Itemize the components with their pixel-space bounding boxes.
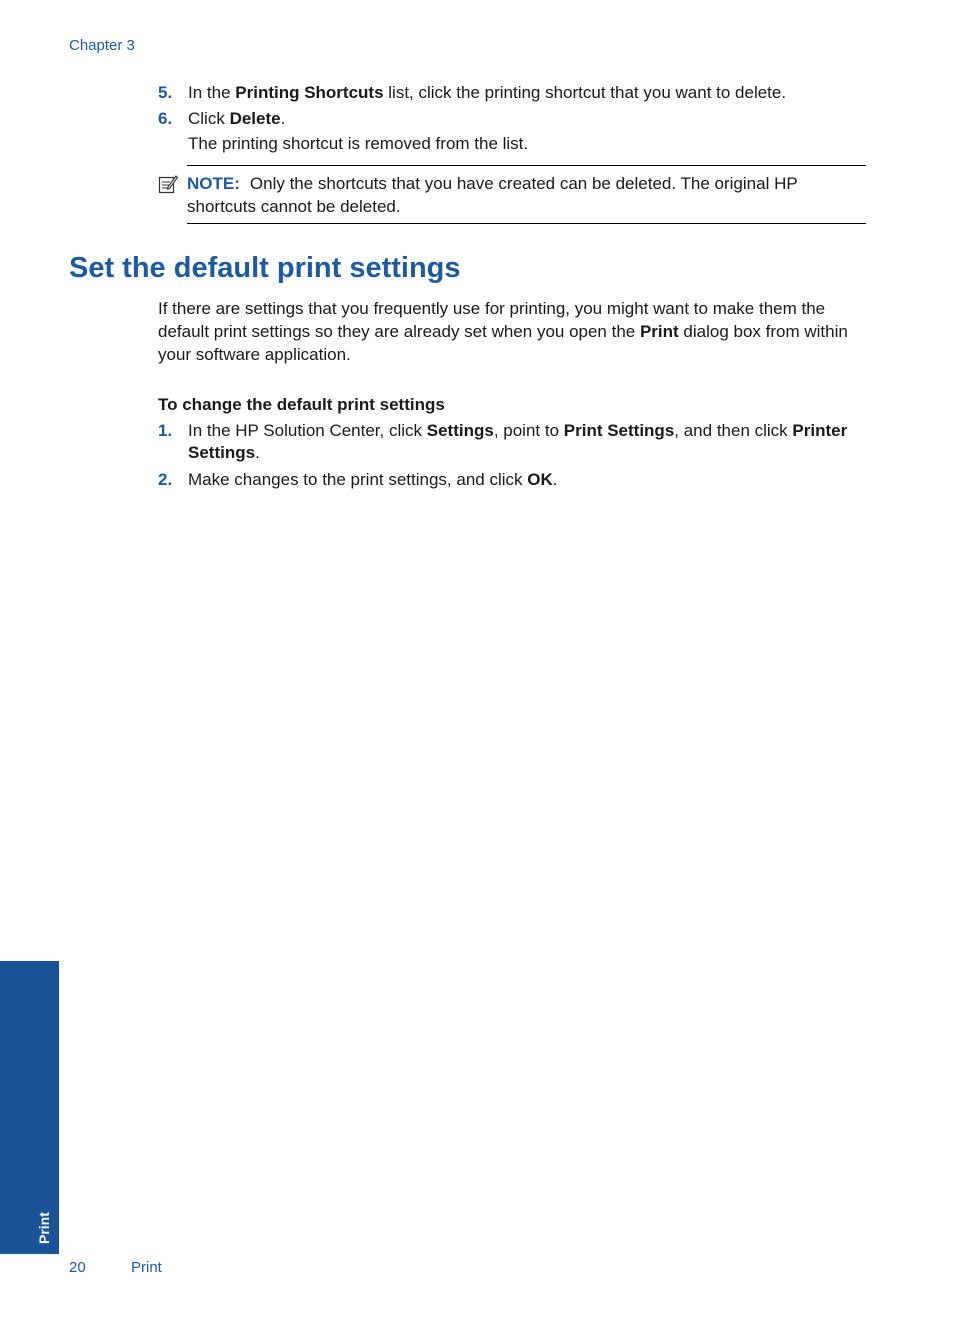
footer-section: Print: [131, 1259, 162, 1276]
section-intro: If there are settings that you frequently use for printing, you might want to make them the default print settings so they are already set when you open the Print dialog box from within your software application.: [158, 299, 848, 364]
step-text: In the Printing Shortcuts list, click the printing shortcut that you want to delete.: [188, 83, 787, 102]
step-number: 6.: [158, 109, 173, 128]
step-text: Click Delete.: [188, 109, 286, 128]
note-pencil-icon: [158, 174, 178, 194]
step-number: 2.: [158, 470, 173, 489]
procedure-title: To change the default print settings: [158, 395, 445, 414]
step-number: 1.: [158, 421, 173, 440]
step-number: 5.: [158, 83, 173, 102]
note-body: [187, 172, 867, 218]
running-header-chapter: Chapter 3: [69, 37, 135, 54]
note-text: Only the shortcuts that you have created can be deleted. The original HP shortcuts cannot be deleted.: [187, 174, 798, 216]
note-bottom-rule: [187, 223, 866, 224]
side-tab-label: Print: [36, 1212, 52, 1244]
step-result-text: The printing shortcut is removed from the list.: [188, 134, 529, 153]
note-top-rule: [187, 165, 866, 166]
step-text: In the HP Solution Center, click Settings, point to Print Settings, and then click Printer Settings.: [188, 421, 848, 462]
step-text: Make changes to the print settings, and click OK.: [188, 470, 558, 489]
section-title: Set the default print settings: [69, 252, 461, 284]
note-label: NOTE:: [187, 174, 240, 193]
page-number: 20: [69, 1259, 86, 1276]
